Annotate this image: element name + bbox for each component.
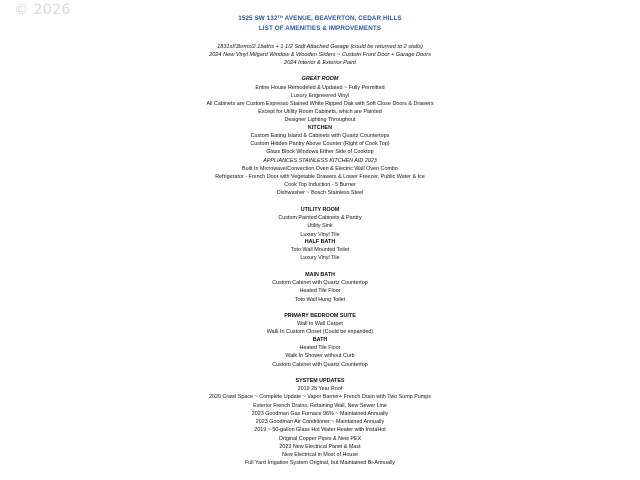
list-item: Utility Sink (307, 223, 333, 230)
list-item: 2023 Goodman Gas Furnace 96% ~ Maintained Annually (251, 410, 389, 417)
list-item: New Electrical in Most of House (281, 451, 359, 458)
list-item: Glass Block Windows Either Side of Cooktop (266, 149, 374, 156)
address-prefix: 1525 SW 132 (238, 15, 278, 22)
list-item: Dishwasher ~ Bosch Stainless Steel (276, 190, 364, 197)
list-item: Full Yard Irrigation System Original, but Maintained Bi-Annually (244, 460, 396, 467)
utility-section (0, 207, 640, 263)
list-item: 2019 25 Year Roof (297, 386, 343, 393)
list-item: Custom Painted Cabinets & Pantry (278, 215, 362, 222)
intro-block (0, 43, 640, 67)
primary-suite-section (0, 313, 640, 369)
list-item: Heated Tile Floor (299, 288, 341, 295)
list-item: Luxury Vinyl Tile (300, 255, 340, 262)
list-item: 2023 Goodman Air Conditioner ~ Maintained Annually (255, 419, 385, 426)
section-heading: BATH (312, 336, 328, 343)
list-item: Luxury Vinyl Tile (300, 231, 340, 238)
section-heading: GREAT ROOM (301, 76, 339, 82)
great-room-section (0, 76, 640, 198)
address-ordinal: TH (277, 14, 284, 19)
list-item: 2023 New Electrical Panel & Mast (279, 443, 361, 450)
intro-line: 2024 Interior & Exterior Paint (284, 60, 356, 66)
section-heading: UTILITY ROOM (300, 206, 340, 213)
list-item: Designer Lighting Throughout (284, 117, 356, 124)
intro-line: 2024 New Vinyl Milgard Window & Wooden Sliders ~ Custom Front Door + Garage Doors (209, 52, 431, 58)
list-item: Original Copper Pipes & New PEX (278, 435, 362, 442)
list-item: Toto Wall Hung Toilet (294, 296, 346, 303)
list-item: Heated Tile Floor (299, 345, 341, 352)
list-item: Refrigerator - French Door with Vegetable Drawers & Lower Freezer, Public Water & Ice (215, 174, 425, 181)
list-item: Custom Eating Island & Cabinets with Quartz Countertops (250, 133, 390, 140)
list-item: Luxury Engineered Vinyl (290, 92, 350, 99)
list-item: 2020 Crawl Space ~ Complete Update ~ Vapor Barrier+ French Drain with Two Sump Pumps (209, 394, 431, 401)
address-suffix: AVENUE, BEAVERTON, CEDAR HILLS (283, 15, 402, 22)
intro-line: 1831sf/3brms/2.1baths + 1 1/2 Stall Attached Garage (could be returned to 2 stalls) (217, 44, 423, 50)
amenities-document (0, 14, 640, 467)
list-item: Walk In Shower without Curb (285, 353, 355, 360)
list-item: Exterior French Drains, Retaining Wall, New Sewer Line (253, 402, 387, 409)
list-item: Cook Top Induction - 5 Burner (284, 182, 356, 189)
section-heading: KITCHEN (308, 124, 332, 131)
list-item: Entire House Remodeled & Updated ~ Fully Permitted (255, 84, 385, 91)
list-item: Except for Utility Room Cabinets, which are Painted (258, 109, 382, 116)
main-bath-section (0, 272, 640, 304)
section-heading: SYSTEM UPDATES (295, 377, 345, 384)
list-item: Walk In Custom Closet (Could be expanded) (266, 329, 374, 336)
list-item: Built In Microwave/Convection Oven & Electric Wall Oven Combo (242, 165, 398, 172)
list-title: LIST OF AMENITIES & IMPROVEMENTS (258, 25, 382, 32)
section-heading: HALF BATH (304, 238, 336, 245)
section-subheading: APPLIANCES STAINLESS KITCHEN AID 2023 (263, 157, 377, 164)
list-item: 2019 ~ 50-gallon Glass Hot Water Heater with InstaHot (254, 427, 386, 434)
list-item: Toto Wall Mounted Toilet (290, 247, 350, 254)
system-updates-section (0, 378, 640, 468)
list-item: Custom Cabinet with Quartz Countertop (272, 361, 368, 368)
list-item: All Cabinets are Custom Espresso Stained White Ripped Oak with Soft Close Doors & Drawers (206, 100, 434, 107)
copyright-watermark: © 2026 (14, 2, 72, 18)
document-title (0, 14, 640, 34)
section-heading: PRIMARY BEDROOM SUITE (284, 312, 356, 319)
list-item: Custom Hidden Pantry Above Counter (Right of Cook Top) (250, 141, 390, 148)
address-line (238, 15, 401, 22)
list-item: Custom Cabinet with Quartz Countertop (272, 280, 368, 287)
list-item: Wall to Wall Carpet (297, 321, 343, 328)
section-heading: MAIN BATH (305, 271, 335, 278)
